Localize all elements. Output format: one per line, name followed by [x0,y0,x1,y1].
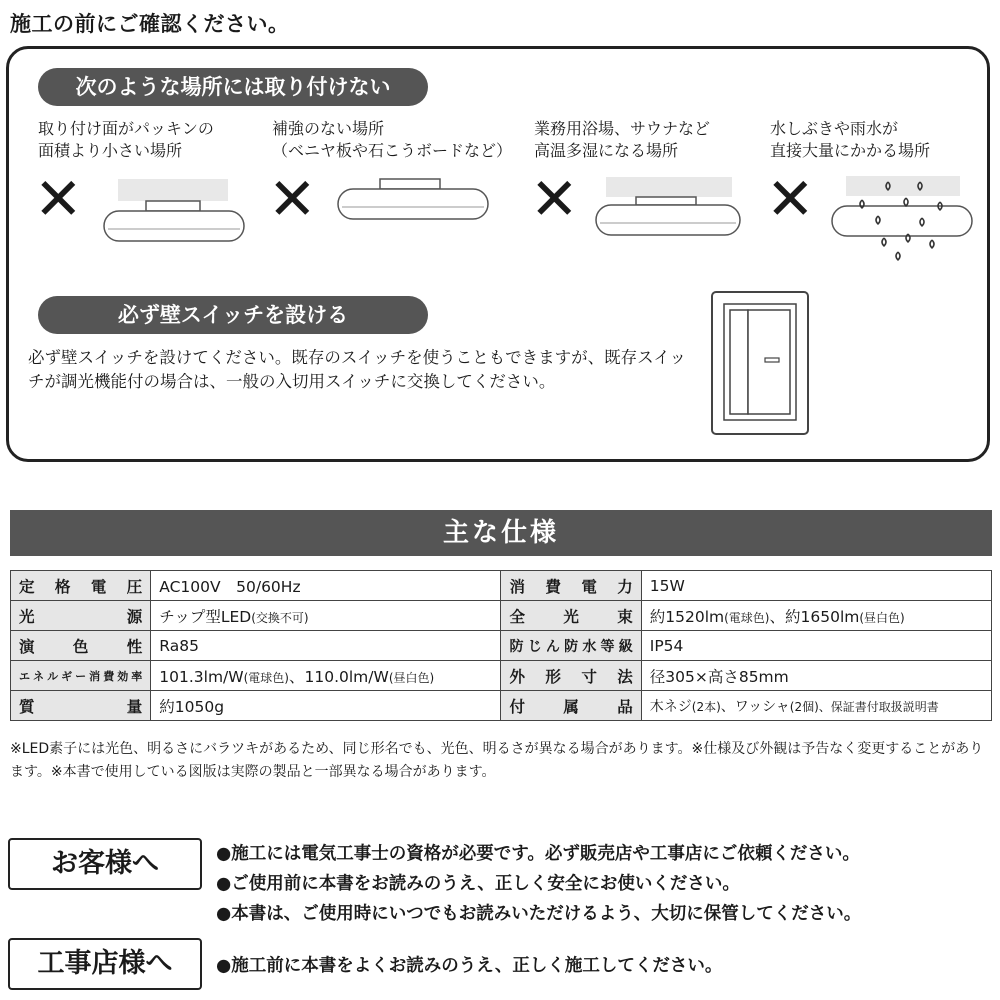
prohibited-x-icon: ✕ [766,165,815,233]
spec-table [10,570,992,721]
spec-note: ※LED素子には光色、明るさにバラツキがあるため、同じ形名でも、光色、明るさが異なる場合があります。※仕様及び外観は予告なく変更することがあります。※本書で使用している図版は実際の製品と一部異なる場合があります。 [10,741,984,780]
contractor-note: ●施工前に本書をよくお読みのうえ、正しく施工してください。 [216,956,723,976]
customer-label: お客様へ [8,838,202,890]
prohibited-x-icon: ✕ [268,165,317,233]
contractor-label: 工事店様へ [8,938,202,990]
table-row: 演 色 性 Ra85 防じん防水等級 IP54 [11,631,992,661]
water-splash-fixture-icon [828,172,978,267]
table-row: 定格電圧 AC100V 50/60Hz 消費電力 15W [11,571,992,601]
humid-place-fixture-icon [592,175,744,240]
location-label: 業務用浴場、サウナなど 高温多湿になる場所 [534,119,711,160]
location-label: 補強のない場所 （ベニヤ板や石こうボードなど） [272,119,513,160]
location-label: 水しぶきや雨水が 直接大量にかかる場所 [770,119,931,160]
location-label: 取り付け面がパッキンの 面積より小さい場所 [38,119,214,160]
table-row: 光 源 チップ型LED(交換不可) 全 光 束 約1520lm(電球色)、約1650lm(昼白色) [11,601,992,631]
prohibited-x-icon: ✕ [34,165,83,233]
prohibited-x-icon: ✕ [530,165,579,233]
customer-note: ●ご使用前に本書をお読みのうえ、正しく安全にお使いください。 [216,874,740,894]
spec-title: 主な仕様 [10,510,992,556]
wall-switch-title: 必ず壁スイッチを設ける [38,296,428,334]
no-install-title: 次のような場所には取り付けない [38,68,428,106]
customer-note: ●本書は、ご使用時にいつでもお読みいただけるよう、大切に保管してください。 [216,904,862,924]
customer-note: ●施工には電気工事士の資格が必要です。必ず販売店や工事店にご依頼ください。 [216,844,860,864]
wall-switch-text: 必ず壁スイッチを設けてください。既存のスイッチを使うこともできますが、既存スイッチが調光機能付の場合は、一般の入切用スイッチに交換してください。 [28,348,687,391]
unreinforced-ceiling-fixture-icon [334,175,494,230]
small-mount-fixture-icon [100,175,250,247]
table-row: エネルギー消費効率 101.3lm/W(電球色)、110.0lm/W(昼白色) 外形寸法 径305×高さ85mm [11,661,992,691]
table-row: 質 量 約1050g 付 属 品 木ネジ(2本)、ワッシャ(2個)、保証書付取扱説明書 [11,691,992,721]
page-heading: 施工の前にご確認ください。 [10,12,290,36]
wall-switch-icon [710,290,810,436]
